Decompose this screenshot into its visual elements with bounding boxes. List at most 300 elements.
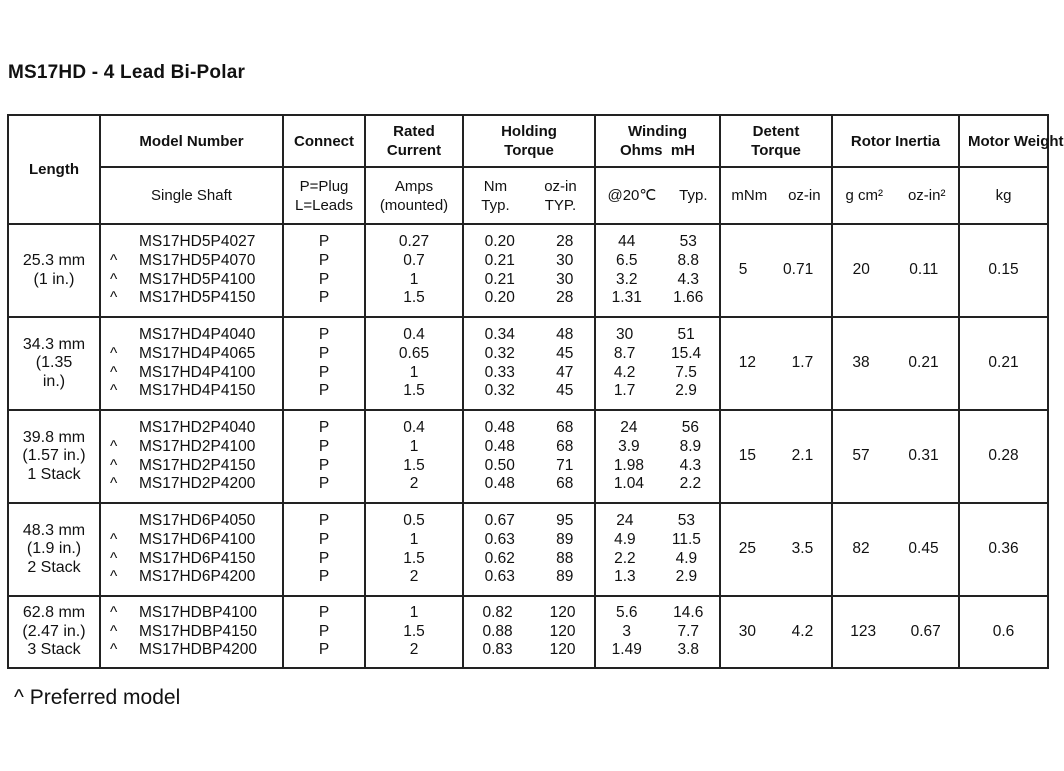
detent-cell-pair	[721, 225, 831, 316]
holding-cell-col	[556, 233, 573, 307]
length-line: 25.3 mm	[22, 251, 86, 269]
holding-cell	[463, 224, 595, 317]
weight-cell: 0.21	[959, 317, 1048, 410]
model-line	[101, 364, 282, 383]
connect-cell	[283, 503, 365, 596]
winding-cell-mh: 2.9	[675, 568, 698, 586]
inertia-cell-pair	[833, 225, 958, 316]
header-rotor-inertia: Rotor Inertia	[832, 115, 959, 167]
preferred-mark: ^	[110, 251, 118, 269]
model-line	[101, 623, 282, 642]
model-line	[101, 252, 282, 271]
holding-cell-nm: 0.82	[482, 604, 513, 622]
holding-cell-ozin: 47	[556, 363, 574, 381]
subheader-nm-label: Nm	[483, 177, 508, 195]
current-cell-value: 1.5	[403, 382, 425, 400]
winding-cell-ohms: 1.49	[611, 641, 642, 659]
model-number: MS17HDBP4150	[139, 622, 258, 640]
holding-cell-nm: 0.21	[484, 251, 515, 269]
holding-cell-ozin: 71	[556, 456, 574, 474]
current-cell	[365, 503, 463, 596]
holding-cell	[463, 596, 595, 668]
connect-cell	[283, 317, 365, 410]
header-detent-line2: Torque	[751, 142, 801, 159]
model-line	[101, 604, 282, 623]
header-rated-current-line2: Current	[386, 142, 442, 159]
holding-cell-nm: 0.48	[484, 475, 515, 493]
model-line	[101, 512, 282, 531]
detent-cell-pair	[721, 411, 831, 502]
holding-cell-ozin: 88	[556, 549, 574, 567]
current-cell-value: 1.5	[403, 549, 425, 567]
holding-cell-pair	[464, 419, 594, 493]
holding-cell-nm: 0.33	[484, 363, 515, 381]
winding-cell-ohms: 3	[622, 622, 632, 640]
detent-cell	[720, 224, 832, 317]
model-number: MS17HD5P4070	[139, 251, 256, 269]
holding-cell-col	[556, 419, 573, 493]
winding-cell-pair	[596, 233, 719, 307]
length-line: (2.47 in.)	[22, 622, 86, 640]
holding-cell-ozin: 68	[556, 419, 574, 437]
length-line: 2 Stack	[27, 558, 81, 576]
inertia-cell	[832, 503, 959, 596]
inertia-cell-inertia_g: 82	[852, 540, 870, 558]
holding-cell-ozin: 89	[556, 530, 574, 548]
current-cell	[365, 596, 463, 668]
model-cell	[100, 410, 283, 503]
inertia-cell-pair	[833, 504, 958, 595]
header-detent-line1: Detent	[752, 123, 800, 140]
holding-cell-ozin: 30	[556, 251, 574, 269]
inertia-cell-inertia_oz: 0.11	[909, 261, 939, 279]
header-holding-torque-line1: Holding	[501, 123, 557, 140]
holding-cell-ozin: 89	[556, 568, 574, 586]
holding-cell-nm: 0.83	[482, 641, 513, 659]
weight-cell: 0.15	[959, 224, 1048, 317]
subheader-amps-line2: (mounted)	[379, 196, 449, 214]
header-motor-weight: Motor Weight	[959, 115, 1048, 167]
length-line: 3 Stack	[27, 641, 81, 659]
holding-cell-ozin: 120	[549, 604, 576, 622]
length-line: (1.9 in.)	[26, 540, 82, 558]
model-line	[101, 531, 282, 550]
winding-cell-mh: 14.6	[673, 604, 704, 622]
model-line	[101, 382, 282, 401]
model-line	[101, 457, 282, 476]
table-row	[8, 317, 1048, 410]
winding-cell-ohms: 4.9	[614, 530, 636, 548]
winding-cell-mh: 4.9	[675, 549, 698, 567]
detent-cell	[720, 410, 832, 503]
current-cell-value: 0.65	[398, 344, 430, 362]
header-winding	[595, 115, 720, 167]
inertia-cell-pair	[833, 411, 958, 502]
holding-cell-ozin: 28	[556, 233, 574, 251]
detent-cell-detent_ozin: 1.7	[791, 354, 814, 372]
connect-cell-value: P	[318, 641, 330, 659]
detent-cell	[720, 503, 832, 596]
winding-cell-ohms: 1.3	[614, 568, 636, 586]
table-row	[8, 410, 1048, 503]
current-cell-value: 1	[409, 530, 419, 548]
connect-cell	[283, 224, 365, 317]
subheader-holding	[463, 167, 595, 224]
winding-cell-pair	[596, 512, 719, 586]
winding-cell-col	[612, 604, 642, 660]
winding-cell-ohms: 1.7	[613, 382, 636, 400]
winding-cell-pair	[596, 326, 719, 400]
holding-cell-nm: 0.62	[484, 549, 515, 567]
current-cell-value: 1.5	[403, 289, 425, 307]
current-cell-value: 2	[409, 568, 419, 586]
holding-cell-nm: 0.21	[484, 270, 515, 288]
winding-cell-col	[673, 604, 703, 660]
winding-cell-mh: 15.4	[671, 344, 702, 362]
holding-cell	[463, 503, 595, 596]
preferred-mark: ^	[110, 641, 118, 659]
connect-cell-value: P	[318, 419, 330, 437]
current-cell	[365, 224, 463, 317]
header-rated-current	[365, 115, 463, 167]
connect-cell-value: P	[318, 622, 330, 640]
holding-cell-col	[550, 604, 576, 660]
model-line	[101, 438, 282, 457]
header-winding-mh: mH	[670, 142, 696, 159]
subheader-single-shaft: Single Shaft	[100, 167, 283, 224]
preferred-mark: ^	[110, 475, 118, 493]
winding-cell-col	[672, 512, 701, 586]
subheader-detent-ozin: oz-in	[788, 187, 821, 204]
holding-cell-nm: 0.63	[484, 568, 515, 586]
detent-cell-detent_ozin: 2.1	[791, 447, 814, 465]
preferred-mark: ^	[110, 437, 118, 455]
detent-cell-detent_mnm: 12	[738, 354, 757, 372]
holding-cell-col	[485, 233, 515, 307]
inertia-cell-inertia_g: 57	[852, 447, 870, 465]
model-cell	[100, 317, 283, 410]
spec-table	[7, 114, 1064, 669]
winding-cell-mh: 53	[677, 512, 695, 530]
subheader-ozin-typ: TYP.	[544, 196, 577, 214]
holding-cell-col	[482, 604, 512, 660]
model-number: MS17HD4P4100	[139, 363, 256, 381]
detent-cell-detent_mnm: 30	[738, 622, 757, 640]
holding-cell-ozin: 45	[556, 344, 574, 362]
winding-cell-col	[614, 326, 636, 400]
current-cell-value: 1	[409, 270, 419, 288]
winding-cell-ohms: 5.6	[615, 604, 638, 622]
connect-cell-value: P	[318, 568, 330, 586]
inertia-cell-inertia_oz: 0.21	[908, 354, 939, 372]
inertia-cell	[832, 224, 959, 317]
length-line: (1.57 in.)	[22, 447, 86, 465]
holding-cell-pair	[464, 233, 594, 307]
preferred-mark: ^	[110, 382, 118, 400]
connect-cell-value: P	[318, 475, 330, 493]
header-winding-ohms: Ohms	[619, 142, 663, 159]
holding-cell	[463, 317, 595, 410]
inertia-cell	[832, 410, 959, 503]
winding-cell	[595, 224, 720, 317]
inertia-cell-inertia_oz: 0.31	[908, 447, 939, 465]
current-cell-value: 0.5	[403, 512, 425, 530]
winding-cell-ohms: 6.5	[615, 251, 638, 269]
winding-cell-mh: 3.8	[677, 641, 700, 659]
connect-cell-value: P	[318, 530, 330, 548]
subheader-ozin2: oz-in²	[907, 187, 946, 204]
connect-cell	[283, 410, 365, 503]
winding-cell-mh: 53	[679, 233, 697, 251]
preferred-mark: ^	[110, 622, 118, 640]
model-number: MS17HD5P4150	[139, 289, 256, 307]
winding-cell-pair	[596, 604, 719, 660]
winding-cell-ohms: 24	[616, 512, 634, 530]
connect-cell-value: P	[318, 604, 330, 622]
winding-cell-ohms: 1.31	[611, 289, 642, 307]
current-cell-value: 1.5	[403, 622, 425, 640]
subheader-nm-typ: Typ.	[481, 196, 510, 214]
winding-cell-ohms: 3.9	[618, 437, 640, 455]
subheader-nm	[481, 177, 509, 215]
holding-cell-pair	[464, 604, 594, 660]
table-row	[8, 503, 1048, 596]
subheader-ozin	[544, 177, 577, 215]
model-cell	[100, 503, 283, 596]
preferred-mark: ^	[110, 456, 118, 474]
current-cell-value: 1	[409, 604, 419, 622]
holding-cell-col	[556, 326, 573, 400]
winding-cell	[595, 596, 720, 668]
preferred-mark: ^	[110, 549, 118, 567]
length-cell	[8, 410, 100, 503]
preferred-mark: ^	[110, 270, 118, 288]
holding-cell-nm: 0.48	[484, 437, 515, 455]
subheader-at20c: @20℃	[607, 187, 657, 204]
holding-cell-ozin: 120	[549, 622, 576, 640]
winding-cell-mh: 2.2	[679, 475, 702, 493]
length-cell	[8, 596, 100, 668]
subheader-ozin-label: oz-in	[544, 177, 577, 195]
winding-cell-mh: 1.66	[673, 289, 704, 307]
preferred-mark: ^	[110, 344, 118, 362]
connect-cell-value: P	[318, 233, 330, 251]
spec-table-container	[7, 114, 1064, 672]
winding-cell-mh: 56	[681, 419, 700, 437]
length-line: 62.8 mm	[22, 604, 86, 622]
connect-cell-value: P	[318, 326, 330, 344]
model-line	[101, 641, 282, 660]
detent-cell-pair	[721, 504, 831, 595]
preferred-mark: ^	[110, 363, 118, 381]
model-cell	[100, 596, 283, 668]
holding-cell-nm: 0.50	[484, 456, 515, 474]
holding-cell-col	[485, 419, 515, 493]
winding-cell-col	[614, 512, 636, 586]
weight-cell: 0.36	[959, 503, 1048, 596]
preferred-mark: ^	[110, 604, 118, 622]
connect-cell-value: P	[318, 363, 330, 381]
model-number: MS17HD6P4050	[139, 512, 256, 530]
holding-cell-ozin: 68	[556, 437, 574, 455]
winding-cell	[595, 410, 720, 503]
holding-cell-ozin: 45	[556, 382, 574, 400]
length-line: 34.3 mm	[22, 335, 86, 353]
connect-cell-value: P	[318, 289, 330, 307]
holding-cell-nm: 0.63	[484, 530, 515, 548]
header-winding-line1: Winding	[627, 123, 687, 140]
length-cell	[8, 224, 100, 317]
inertia-cell-pair	[833, 318, 958, 409]
holding-cell-pair	[464, 326, 594, 400]
holding-cell-ozin: 28	[556, 289, 574, 307]
length-line: (1.35	[35, 354, 73, 372]
model-line	[101, 271, 282, 290]
preferred-mark: ^	[110, 530, 118, 548]
model-line	[101, 550, 282, 569]
winding-cell-mh: 4.3	[677, 270, 700, 288]
connect-cell-value: P	[318, 251, 330, 269]
detent-cell-detent_ozin: 3.5	[791, 540, 814, 558]
detent-cell-detent_ozin: 0.71	[783, 261, 814, 279]
winding-cell-mh: 8.9	[679, 437, 702, 455]
subheader-gcm2: g cm²	[845, 187, 883, 204]
winding-cell-ohms: 24	[620, 419, 638, 437]
holding-cell-nm: 0.20	[484, 233, 515, 251]
inertia-cell-inertia_g: 38	[852, 354, 870, 372]
holding-cell-nm: 0.32	[484, 344, 515, 362]
detent-cell-detent_mnm: 5	[738, 261, 748, 279]
connect-cell-value: P	[318, 512, 330, 530]
winding-cell-col	[671, 326, 701, 400]
holding-cell-col	[485, 512, 515, 586]
connect-cell-value: P	[318, 344, 330, 362]
winding-cell-mh: 7.5	[675, 363, 697, 381]
subheader-detent	[720, 167, 832, 224]
length-line: (1 in.)	[33, 270, 75, 288]
winding-cell-col	[680, 419, 702, 493]
detent-cell-pair	[721, 597, 831, 667]
length-line: in.)	[42, 372, 66, 390]
header-rated-current-line1: Rated	[393, 123, 435, 140]
header-holding-torque	[463, 115, 595, 167]
subheader-plug: P=Plug	[299, 177, 349, 195]
winding-cell	[595, 317, 720, 410]
connect-cell-value: P	[318, 549, 330, 567]
current-cell-value: 1	[409, 363, 419, 381]
holding-cell-pair	[464, 512, 594, 586]
winding-cell-col	[614, 419, 644, 493]
current-cell-value: 0.4	[403, 326, 425, 344]
detent-cell	[720, 596, 832, 668]
connect-cell-value: P	[318, 456, 330, 474]
winding-cell-ohms: 4.2	[613, 363, 636, 381]
current-cell-value: 1.5	[403, 456, 425, 474]
current-cell-value: 0.7	[403, 251, 425, 269]
model-number: MS17HD5P4027	[139, 233, 256, 251]
winding-cell	[595, 503, 720, 596]
subheader-winding	[595, 167, 720, 224]
model-line	[101, 233, 282, 252]
winding-cell-mh: 51	[677, 326, 695, 344]
winding-cell-ohms: 2.2	[614, 549, 636, 567]
subheader-connect	[283, 167, 365, 224]
holding-cell-col	[556, 512, 573, 586]
preferred-mark: ^	[110, 289, 118, 307]
holding-cell-ozin: 30	[556, 270, 574, 288]
detent-cell-detent_mnm: 25	[738, 540, 757, 558]
model-number: MS17HDBP4100	[139, 604, 258, 622]
subheader-leads: L=Leads	[295, 196, 353, 214]
model-cell	[100, 224, 283, 317]
length-line: 39.8 mm	[22, 428, 86, 446]
inertia-cell-inertia_g: 20	[852, 261, 870, 279]
winding-cell-pair	[596, 419, 719, 493]
winding-cell-col	[673, 233, 703, 307]
subheader-amps-line1: Amps	[394, 177, 434, 195]
model-line	[101, 475, 282, 494]
holding-cell-nm: 0.20	[484, 289, 515, 307]
subheader-amps	[365, 167, 463, 224]
header-connect: Connect	[283, 115, 365, 167]
length-cell	[8, 317, 100, 410]
connect-cell-value: P	[318, 270, 330, 288]
connect-cell	[283, 596, 365, 668]
model-number: MS17HD4P4040	[139, 326, 256, 344]
subheader-inertia	[832, 167, 959, 224]
current-cell-value: 1	[409, 437, 419, 455]
model-number: MS17HD2P4150	[139, 456, 256, 474]
inertia-cell	[832, 317, 959, 410]
table-row	[8, 596, 1048, 668]
footnote: ^ Preferred model	[14, 686, 181, 709]
page-title: MS17HD - 4 Lead Bi-Polar	[8, 62, 246, 83]
preferred-mark: ^	[110, 568, 118, 586]
holding-cell-ozin: 48	[556, 326, 574, 344]
model-number: MS17HD2P4040	[139, 419, 256, 437]
winding-cell-mh: 2.9	[675, 382, 697, 400]
model-number: MS17HD6P4150	[139, 549, 256, 567]
connect-cell-value: P	[318, 437, 330, 455]
model-number: MS17HD4P4065	[139, 344, 256, 362]
model-number: MS17HD5P4100	[139, 270, 256, 288]
winding-cell-mh: 8.8	[677, 251, 700, 269]
connect-cell-value: P	[318, 382, 330, 400]
model-number: MS17HDBP4200	[139, 641, 258, 659]
header-length: Length	[8, 115, 100, 224]
header-detent-torque	[720, 115, 832, 167]
model-line	[101, 419, 282, 438]
inertia-cell	[832, 596, 959, 668]
winding-cell-mh: 11.5	[671, 530, 701, 548]
holding-cell-nm: 0.34	[484, 326, 515, 344]
current-cell-value: 0.27	[398, 233, 430, 251]
length-cell	[8, 503, 100, 596]
winding-cell-ohms: 8.7	[613, 344, 636, 362]
winding-cell-ohms: 30	[615, 326, 634, 344]
current-cell-value: 0.4	[403, 419, 425, 437]
weight-cell: 0.28	[959, 410, 1048, 503]
holding-cell-nm: 0.32	[484, 382, 515, 400]
detent-cell-pair	[721, 318, 831, 409]
winding-cell-ohms: 44	[618, 233, 636, 251]
subheader-winding-typ: Typ.	[679, 187, 708, 204]
subheader-mnm: mNm	[731, 187, 768, 204]
weight-cell: 0.6	[959, 596, 1048, 668]
detent-cell-detent_ozin: 4.2	[791, 622, 814, 640]
model-line	[101, 568, 282, 587]
winding-cell-ohms: 1.98	[613, 456, 644, 474]
